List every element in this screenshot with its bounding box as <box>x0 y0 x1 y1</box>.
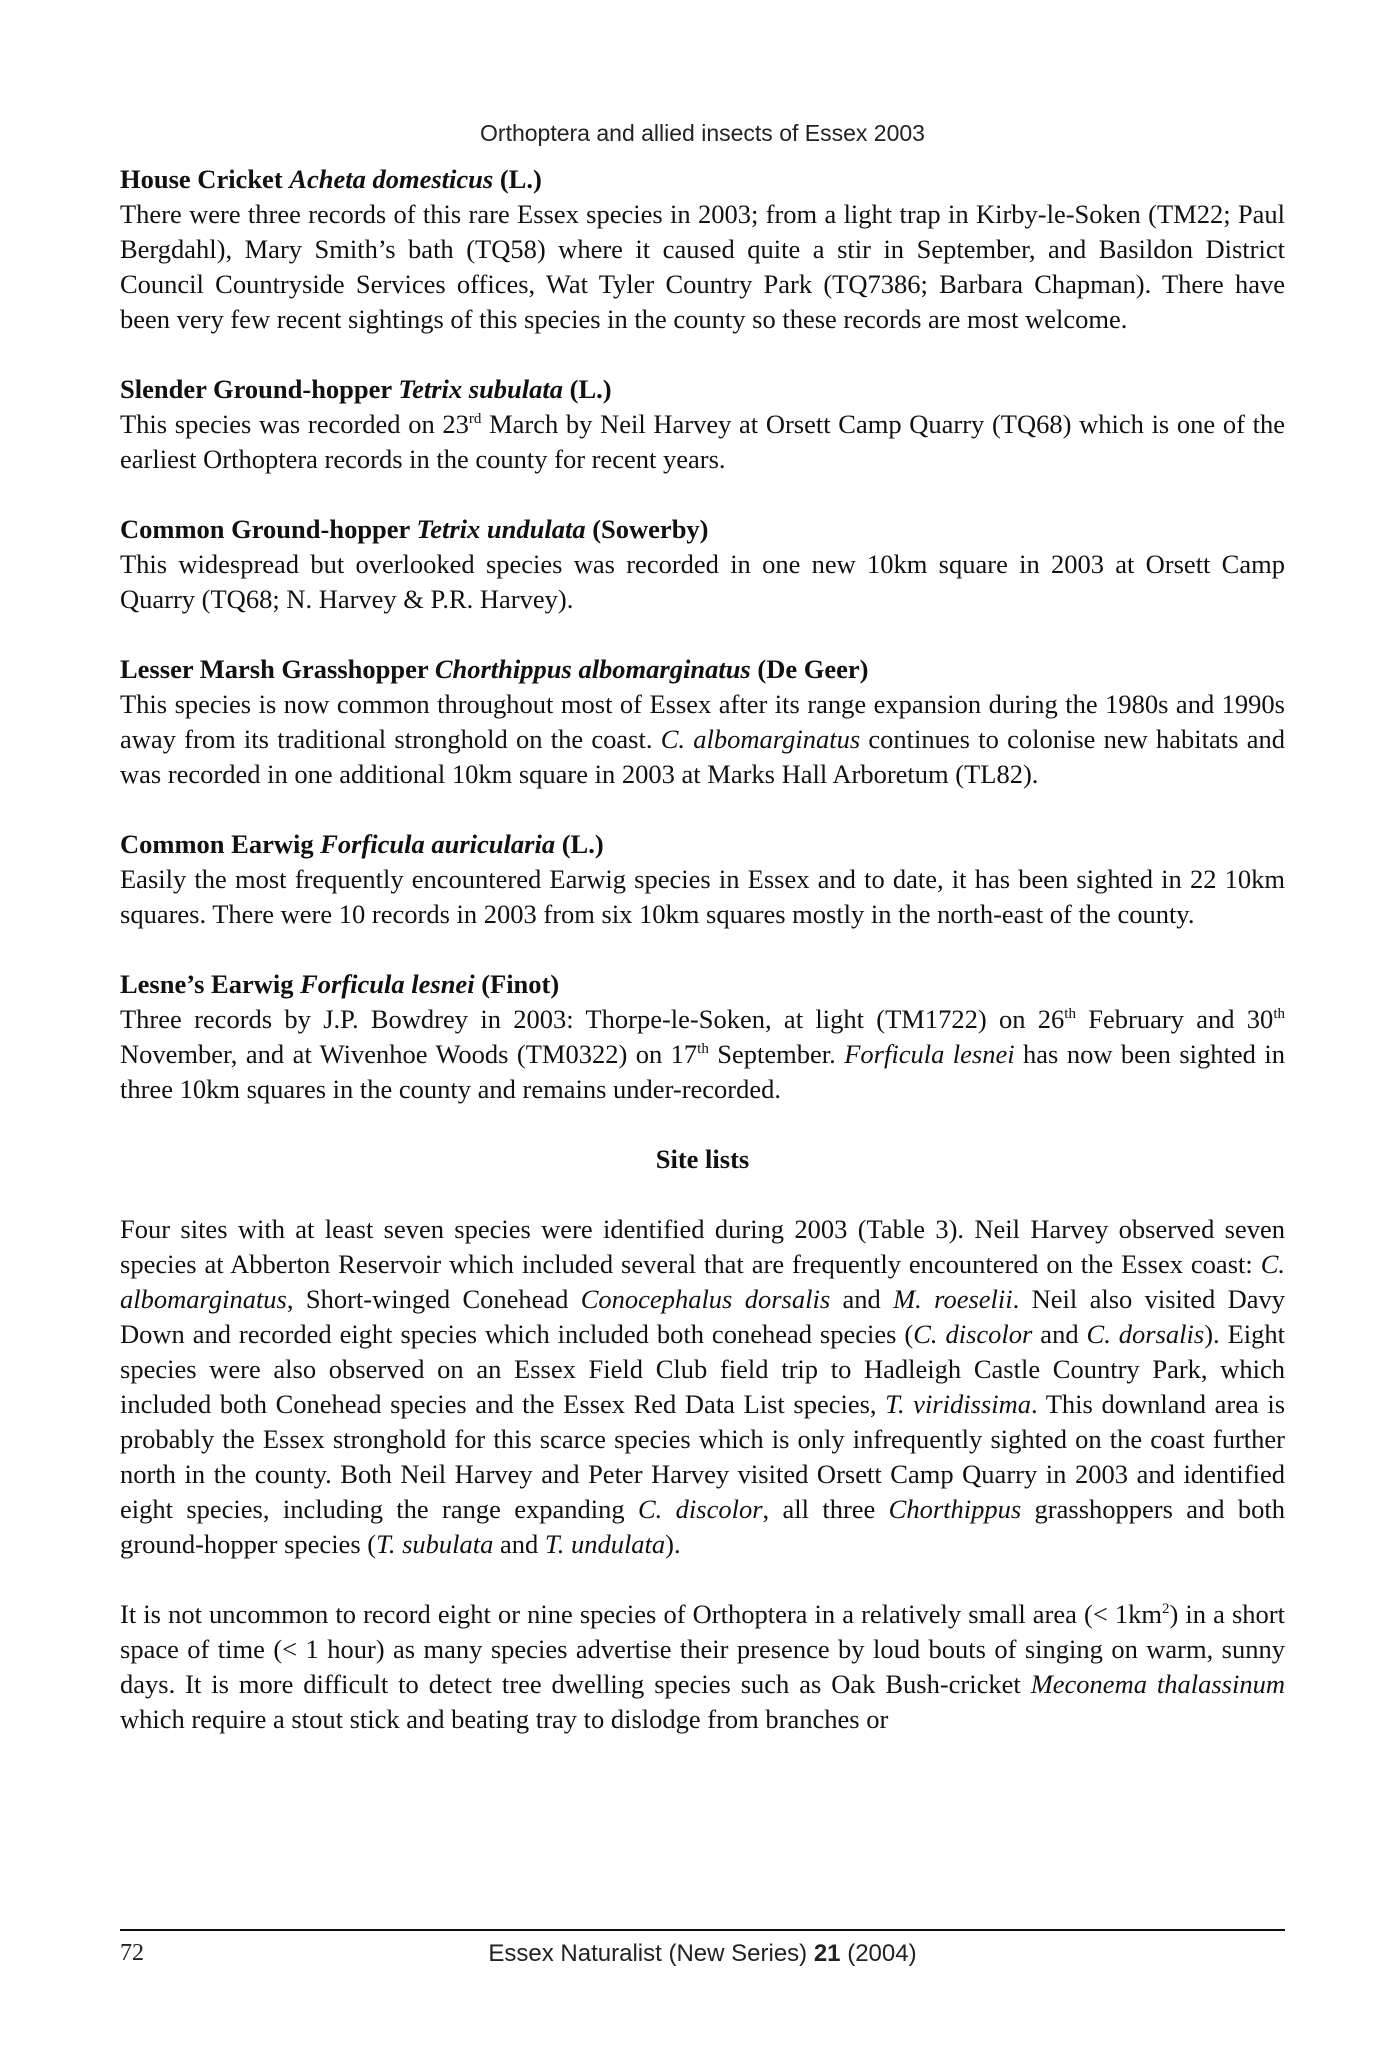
italic-name: T. viridissima <box>885 1389 1031 1419</box>
text-run: March by Neil Harvey at Orsett Camp Quarry (TQ68) which is one of the earliest Orthoptera records in the county for recent years. <box>120 409 1285 474</box>
site-lists-paragraph-2 <box>120 1597 1285 1737</box>
species-heading <box>120 827 1285 862</box>
species-heading <box>120 512 1285 547</box>
latin-name: Forficula auricularia <box>320 829 556 859</box>
ordinal-suffix: rd <box>468 411 482 428</box>
common-name: Common Ground-hopper <box>120 514 410 544</box>
text-run: November, and at Wivenhoe Woods (TM0322) on 17 <box>120 1039 698 1069</box>
year: (2004) <box>847 1940 917 1967</box>
common-name: Common Earwig <box>120 829 314 859</box>
journal-name: Essex Naturalist (New Series) <box>488 1940 808 1967</box>
site-lists-paragraph-1 <box>120 1212 1285 1562</box>
ordinal-suffix: th <box>1064 1006 1076 1023</box>
text-run: and <box>1032 1319 1087 1349</box>
italic-name: Meconema thalassinum <box>1030 1669 1285 1699</box>
authority: (L.) <box>499 164 542 194</box>
species-text <box>120 1002 1285 1107</box>
species-text <box>120 407 1285 477</box>
species-entry-house-cricket <box>120 162 1285 337</box>
text-run: September. <box>708 1039 845 1069</box>
ordinal-suffix: th <box>1273 1006 1285 1023</box>
text-run: Three records by J.P. Bowdrey in 2003: Thorpe-le-Soken, at light (TM1722) on 26 <box>120 1004 1065 1034</box>
species-text: Easily the most frequently encountered Earwig species in Essex and to date, it has been sighted in 22 10km squares. There were 10 records in 2003 from six 10km squares mostly in the north-east of the county. <box>120 864 1285 929</box>
species-text <box>120 687 1285 792</box>
text-run: ). Eight species were also observed on an Essex Field Club field trip to Hadleigh Castle Country Park, which included both Conehead species and the Essex Red Data List species, <box>120 1319 1285 1419</box>
common-name: Lesser Marsh Grasshopper <box>120 654 429 684</box>
superscript: 2 <box>1161 1601 1170 1618</box>
italic-name: C. discolor <box>913 1319 1033 1349</box>
text-run: and <box>493 1529 545 1559</box>
volume-number: 21 <box>813 1940 841 1967</box>
species-text: This widespread but overlooked species was recorded in one new 10km square in 2003 at Orsett Camp Quarry (TQ68; N. Harvey & P.R. Harvey). <box>120 549 1285 614</box>
latin-name: Tetrix subulata <box>398 374 564 404</box>
common-name: Slender Ground-hopper <box>120 374 392 404</box>
text-run: Four sites with at least seven species were identified during 2003 (Table 3). Neil Harvey observed seven species at Abberton Reservoir which included several that are frequently encountered on the Essex coast: <box>120 1214 1285 1279</box>
italic-name: Forficula lesnei <box>844 1039 1015 1069</box>
italic-name: T. subulata <box>376 1529 494 1559</box>
section-title: Site lists <box>655 1144 750 1174</box>
species-entry-slender-ground-hopper <box>120 372 1285 477</box>
text-run: It is not uncommon to record eight or nine species of Orthoptera in a relatively small area (< 1km <box>120 1599 1162 1629</box>
text-run: and <box>830 1284 894 1314</box>
species-entry-lesnes-earwig <box>120 967 1285 1107</box>
text-run: grasshoppers and both ground-hopper species ( <box>120 1494 1285 1559</box>
text-run: which require a stout stick and beating tray to dislodge from branches or <box>120 1704 889 1734</box>
authority: (Finot) <box>481 969 560 999</box>
authority: (L.) <box>561 829 604 859</box>
authority: (Sowerby) <box>592 514 709 544</box>
italic-name: C. albomarginatus <box>120 1249 1285 1314</box>
species-heading <box>120 372 1285 407</box>
footer-rule <box>120 1929 1285 1931</box>
authority: (De Geer) <box>757 654 869 684</box>
text-run: This species is now common throughout most of Essex after its range expansion during the 1980s and 1990s away from its traditional stronghold on the coast. <box>120 689 1285 754</box>
text-run: , Short-winged Conehead <box>286 1284 581 1314</box>
body-text <box>120 162 1285 1772</box>
ordinal-suffix: th <box>697 1041 709 1058</box>
species-text: There were three records of this rare Essex species in 2003; from a light trap in Kirby-le-Soken (TM22; Paul Bergdahl), Mary Smith’s bath (TQ58) where it caused quite a stir in September, and Basildon District Council Countryside Services offices, Wat Tyler Country Park (TQ7386; Barbara Chapman). There have been very few recent sightings of this species in the county so these records are most welcome. <box>120 199 1285 334</box>
latin-name: Tetrix undulata <box>416 514 586 544</box>
text-run: February and 30 <box>1075 1004 1274 1034</box>
page-number: 72 <box>120 1940 144 1966</box>
latin-name: Chorthippus albomarginatus <box>434 654 751 684</box>
italic-name: M. roeselii <box>893 1284 1013 1314</box>
italic-name: C. dorsalis <box>1086 1319 1205 1349</box>
text-run: , all three <box>762 1494 889 1524</box>
text-run: ). <box>665 1529 681 1559</box>
common-name: Lesne’s Earwig <box>120 969 294 999</box>
species-entry-common-earwig <box>120 827 1285 932</box>
page-footer <box>120 1940 1285 1974</box>
latin-name: Forficula lesnei <box>300 969 475 999</box>
species-entry-lesser-marsh-grasshopper <box>120 652 1285 792</box>
journal-citation <box>120 1940 1285 1968</box>
text-run: . This downland area is probably the Essex stronghold for this scarce species which is only infrequently sighted on the coast further north in the county. Both Neil Harvey and Peter Harvey visited Orsett Camp Quarry in 2003 and identified eight species, including the range expanding <box>120 1389 1286 1524</box>
text-run: This species was recorded on 23 <box>120 409 469 439</box>
text-run: continues to colonise new habitats and was recorded in one additional 10km square in 2003 at Marks Hall Arboretum (TL82). <box>120 724 1285 789</box>
italic-name: Conocephalus dorsalis <box>580 1284 831 1314</box>
latin-name: Acheta domesticus <box>289 164 494 194</box>
authority: (L.) <box>569 374 612 404</box>
italic-name: C. discolor <box>637 1494 763 1524</box>
italic-name: T. undulata <box>544 1529 666 1559</box>
document-page <box>120 0 1285 2067</box>
species-heading <box>120 967 1285 1002</box>
common-name: House Cricket <box>120 164 283 194</box>
text-run: . Neil also visited Davy Down and recorded eight species which included both conehead species ( <box>120 1284 1285 1349</box>
italic-name: C. albomarginatus <box>660 724 861 754</box>
species-entry-common-ground-hopper <box>120 512 1285 617</box>
species-heading <box>120 652 1285 687</box>
running-head: Orthoptera and allied insects of Essex 2003 <box>480 120 925 146</box>
text-run: ) in a short space of time (< 1 hour) as many species advertise their presence by loud bouts of singing on warm, sunny days. It is more difficult to detect tree dwelling species such as Oak Bush-cricket <box>120 1599 1285 1699</box>
species-heading <box>120 162 1285 197</box>
text-run: has now been sighted in three 10km squares in the county and remains under-recorded. <box>120 1039 1285 1104</box>
italic-name: Chorthippus <box>888 1494 1022 1524</box>
